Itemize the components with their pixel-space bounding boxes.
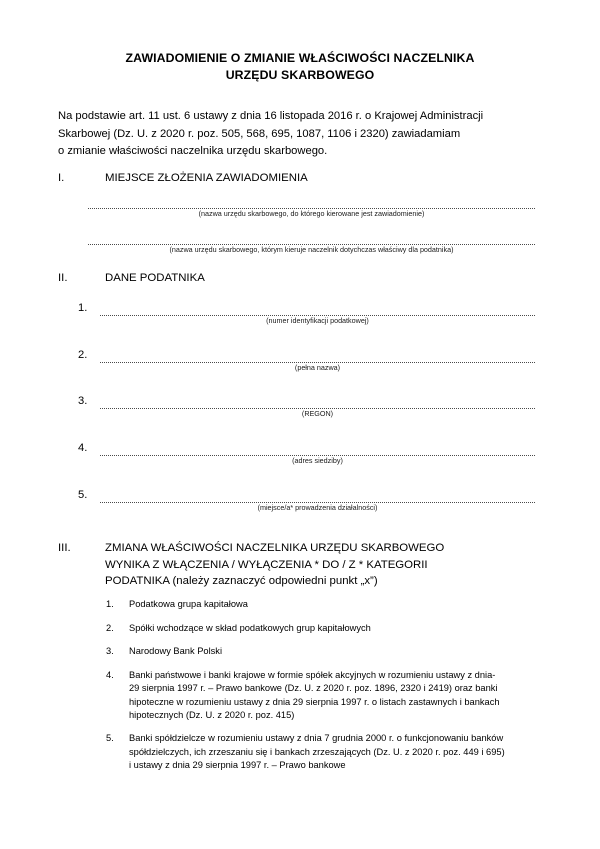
intro-line-2: Skarbowej (Dz. U. z 2020 r. poz. 505, 568, 695, 1087, 1106 i 2320) zawiadamiam — [58, 127, 461, 140]
list-item-line: i ustawy z dnia 29 sierpnia 1997 r. – Prawo bankowe — [129, 759, 346, 770]
field-caption: (nazwa urzędu skarbowego, którym kieruje naczelnik dotychczas właściwy dla podatnika) — [169, 245, 454, 254]
section-3-heading-line-1: ZMIANA WŁAŚCIWOŚCI NACZELNIKA URZĘDU SKARBOWEGO — [105, 542, 445, 554]
section-2-header — [58, 270, 548, 287]
field-index: 4. — [78, 442, 88, 454]
list-item-line: spółdzielczych, ich zrzeszaniu się i bankach zrzeszających (Dz. U. z 2020 r. poz. 449 i 695) — [129, 746, 505, 757]
list-item-line: Narodowy Bank Polski — [129, 646, 223, 657]
field-caption: (numer identyfikacji podatkowej) — [266, 316, 369, 325]
page-title-line-1: ZAWIADOMIENIE O ZMIANIE WŁAŚCIWOŚCI NACZELNIKA — [125, 51, 475, 65]
section-3-header — [58, 540, 548, 590]
list-item-number: 5. — [106, 733, 114, 744]
field-caption: (REGON) — [301, 409, 334, 418]
section-2-numeral: II. — [58, 272, 68, 284]
list-item[interactable] — [106, 598, 546, 611]
section-1-header — [58, 170, 548, 187]
list-item-number: 1. — [106, 599, 114, 609]
list-item[interactable] — [106, 622, 546, 635]
field-caption: (adres siedziby) — [292, 456, 343, 465]
list-item-text — [129, 669, 546, 722]
field-index: 3. — [78, 395, 88, 407]
list-item-line: 29 sierpnia 1997 r. – Prawo bankowe (Dz. U. z 2020 r. poz. 1896, 2320 i 2419) oraz banki — [129, 683, 498, 694]
field-index: 1. — [78, 302, 88, 314]
list-item-line: Banki spółdzielcze w rozumieniu ustawy z dnia 7 grudnia 2000 r. o funkcjonowaniu banków — [129, 733, 504, 744]
intro-line-1: Na podstawie art. 11 ust. 6 ustawy z dnia 16 listopada 2016 r. o Krajowej Administracji — [58, 110, 484, 122]
list-item-line: hipotecznych (Dz. U. z 2020 r. poz. 415) — [129, 709, 295, 720]
list-item-text — [129, 598, 546, 611]
list-item[interactable] — [106, 645, 546, 658]
list-item-line: Spółki wchodzące w skład podatkowych grup kapitałowych — [129, 622, 371, 633]
section-2-heading: DANE PODATNIKA — [105, 272, 205, 284]
list-item-line: hipoteczne w rozumieniu ustawy z dnia 29 sierpnia 1997 r. o listach zastawnych i bankach — [129, 696, 500, 707]
section-3-heading-line-3: PODATNIKA (należy zaznaczyć odpowiedni punkt „x”) — [105, 575, 378, 587]
list-item-number: 2. — [106, 622, 114, 633]
section-3-heading — [105, 540, 548, 590]
list-item-text — [129, 645, 546, 658]
list-item-number: 3. — [106, 646, 114, 657]
list-item[interactable] — [106, 669, 546, 722]
list-item-number: 4. — [106, 670, 114, 681]
section-1-heading: MIEJSCE ZŁOŻENIA ZAWIADOMIENIA — [105, 172, 308, 184]
list-item[interactable] — [106, 732, 546, 772]
section-3-numeral: III. — [58, 542, 71, 554]
field-index: 5. — [78, 489, 88, 501]
field-caption: (nazwa urzędu skarbowego, do którego kierowane jest zawiadomienie) — [198, 209, 425, 218]
list-item-text — [129, 732, 546, 772]
category-list — [106, 598, 546, 783]
field-index: 2. — [78, 349, 88, 361]
section-1-numeral: I. — [58, 172, 65, 184]
page-title — [60, 50, 540, 83]
list-item-line: Banki państwowe i banki krajowe w formie spółek akcyjnych w rozumieniu ustawy z dnia- — [129, 670, 496, 681]
list-item-text — [129, 622, 546, 635]
list-item-line: Podatkowa grupa kapitałowa — [129, 599, 248, 609]
field-caption: (pełna nazwa) — [294, 363, 341, 372]
intro-line-3: o zmianie właściwości naczelnika urzędu skarbowego. — [58, 145, 328, 157]
section-3-heading-line-2: WYNIKA Z WŁĄCZENIA / WYŁĄCZENIA * DO / Z * KATEGORII — [105, 558, 428, 571]
intro-paragraph — [58, 108, 538, 161]
field-caption: (miejsce/a* prowadzenia działalności) — [257, 503, 378, 512]
page-title-line-2: URZĘDU SKARBOWEGO — [225, 67, 375, 82]
